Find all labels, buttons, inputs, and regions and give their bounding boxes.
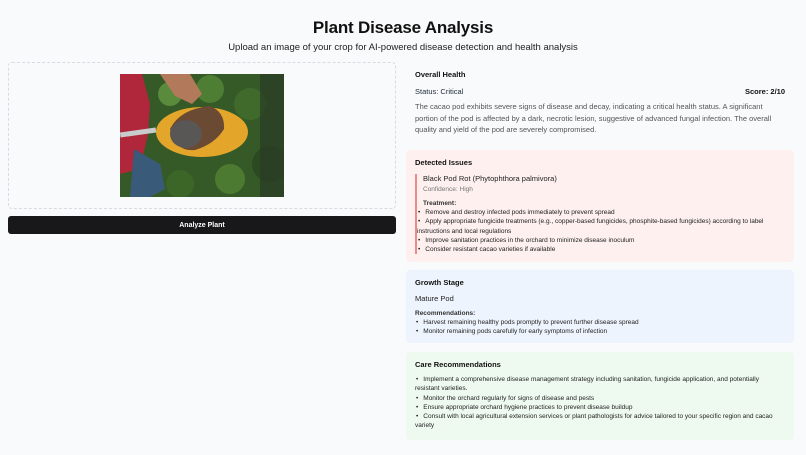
detected-issues-card: [406, 150, 794, 262]
treatment-item: • Consider resistant cacao varieties if available: [417, 245, 785, 254]
growth-recommendation-item: • Harvest remaining healthy pods promptly to prevent further disease spread: [415, 318, 785, 327]
recommendations-label: Recommendations:: [415, 310, 476, 317]
analyze-plant-button[interactable]: Analyze Plant: [8, 216, 396, 234]
issue-confidence: Confidence: High: [423, 186, 473, 193]
treatment-item: • Apply appropriate fungicide treatments (e.g., copper-based fungicides, phosphite-based fungicides) according to label instructions and local regulations: [417, 217, 785, 236]
treatment-item: • Improve sanitation practices in the orchard to minimize disease inoculum: [417, 236, 785, 245]
detected-issues-title: Detected Issues: [415, 158, 473, 167]
cacao-pod-photo: [120, 74, 284, 197]
treatment-label: Treatment:: [423, 200, 457, 207]
uploaded-plant-image: [120, 74, 284, 197]
growth-stage-value: Mature Pod: [415, 294, 454, 303]
care-recommendation-item: • Monitor the orchard regularly for signs of disease and pests: [415, 394, 785, 403]
care-recommendations-title: Care Recommendations: [415, 360, 501, 369]
care-recommendation-item: • Ensure appropriate orchard hygiene practices to prevent disease buildup: [415, 403, 785, 412]
care-recommendations-list: [415, 375, 785, 431]
health-description: The cacao pod exhibits severe signs of disease and decay, indicating a critical health status. A significant portion of the pod is affected by a dark, necrotic lesion, suggestive of advanced fungal infection. The overall quality and yield of the pod are severely compromised.: [415, 102, 772, 134]
health-status: Status: Critical: [415, 87, 464, 96]
growth-recommendations-list: [415, 318, 785, 337]
page-header: [0, 18, 806, 54]
treatment-item: • Remove and destroy infected pods immediately to prevent spread: [417, 208, 785, 217]
issue-item: [415, 174, 785, 254]
page-title: Plant Disease Analysis: [312, 18, 494, 37]
growth-stage-title: Growth Stage: [415, 278, 464, 287]
care-recommendations-card: [406, 352, 794, 440]
care-recommendation-item: • Consult with local agricultural extension services or plant pathologists for advice tailored to your specific region and cacao variety: [415, 412, 785, 431]
page-subtitle: Upload an image of your crop for AI-powered disease detection and health analysis: [228, 42, 578, 53]
issue-name: Black Pod Rot (Phytophthora palmivora): [423, 174, 557, 183]
image-upload-dropzone[interactable]: [8, 62, 396, 209]
overall-health-section: [406, 70, 794, 136]
growth-recommendation-item: • Monitor remaining pods carefully for early symptoms of infection: [415, 327, 785, 336]
overall-health-title: Overall Health: [415, 70, 466, 79]
growth-stage-card: [406, 270, 794, 343]
treatment-list: [417, 208, 785, 254]
analysis-results: [406, 62, 794, 430]
care-recommendation-item: • Implement a comprehensive disease management strategy including sanitation, fungicide application, and potentially resistant varieties.: [415, 375, 785, 394]
health-score: Score: 2/10: [744, 87, 785, 96]
